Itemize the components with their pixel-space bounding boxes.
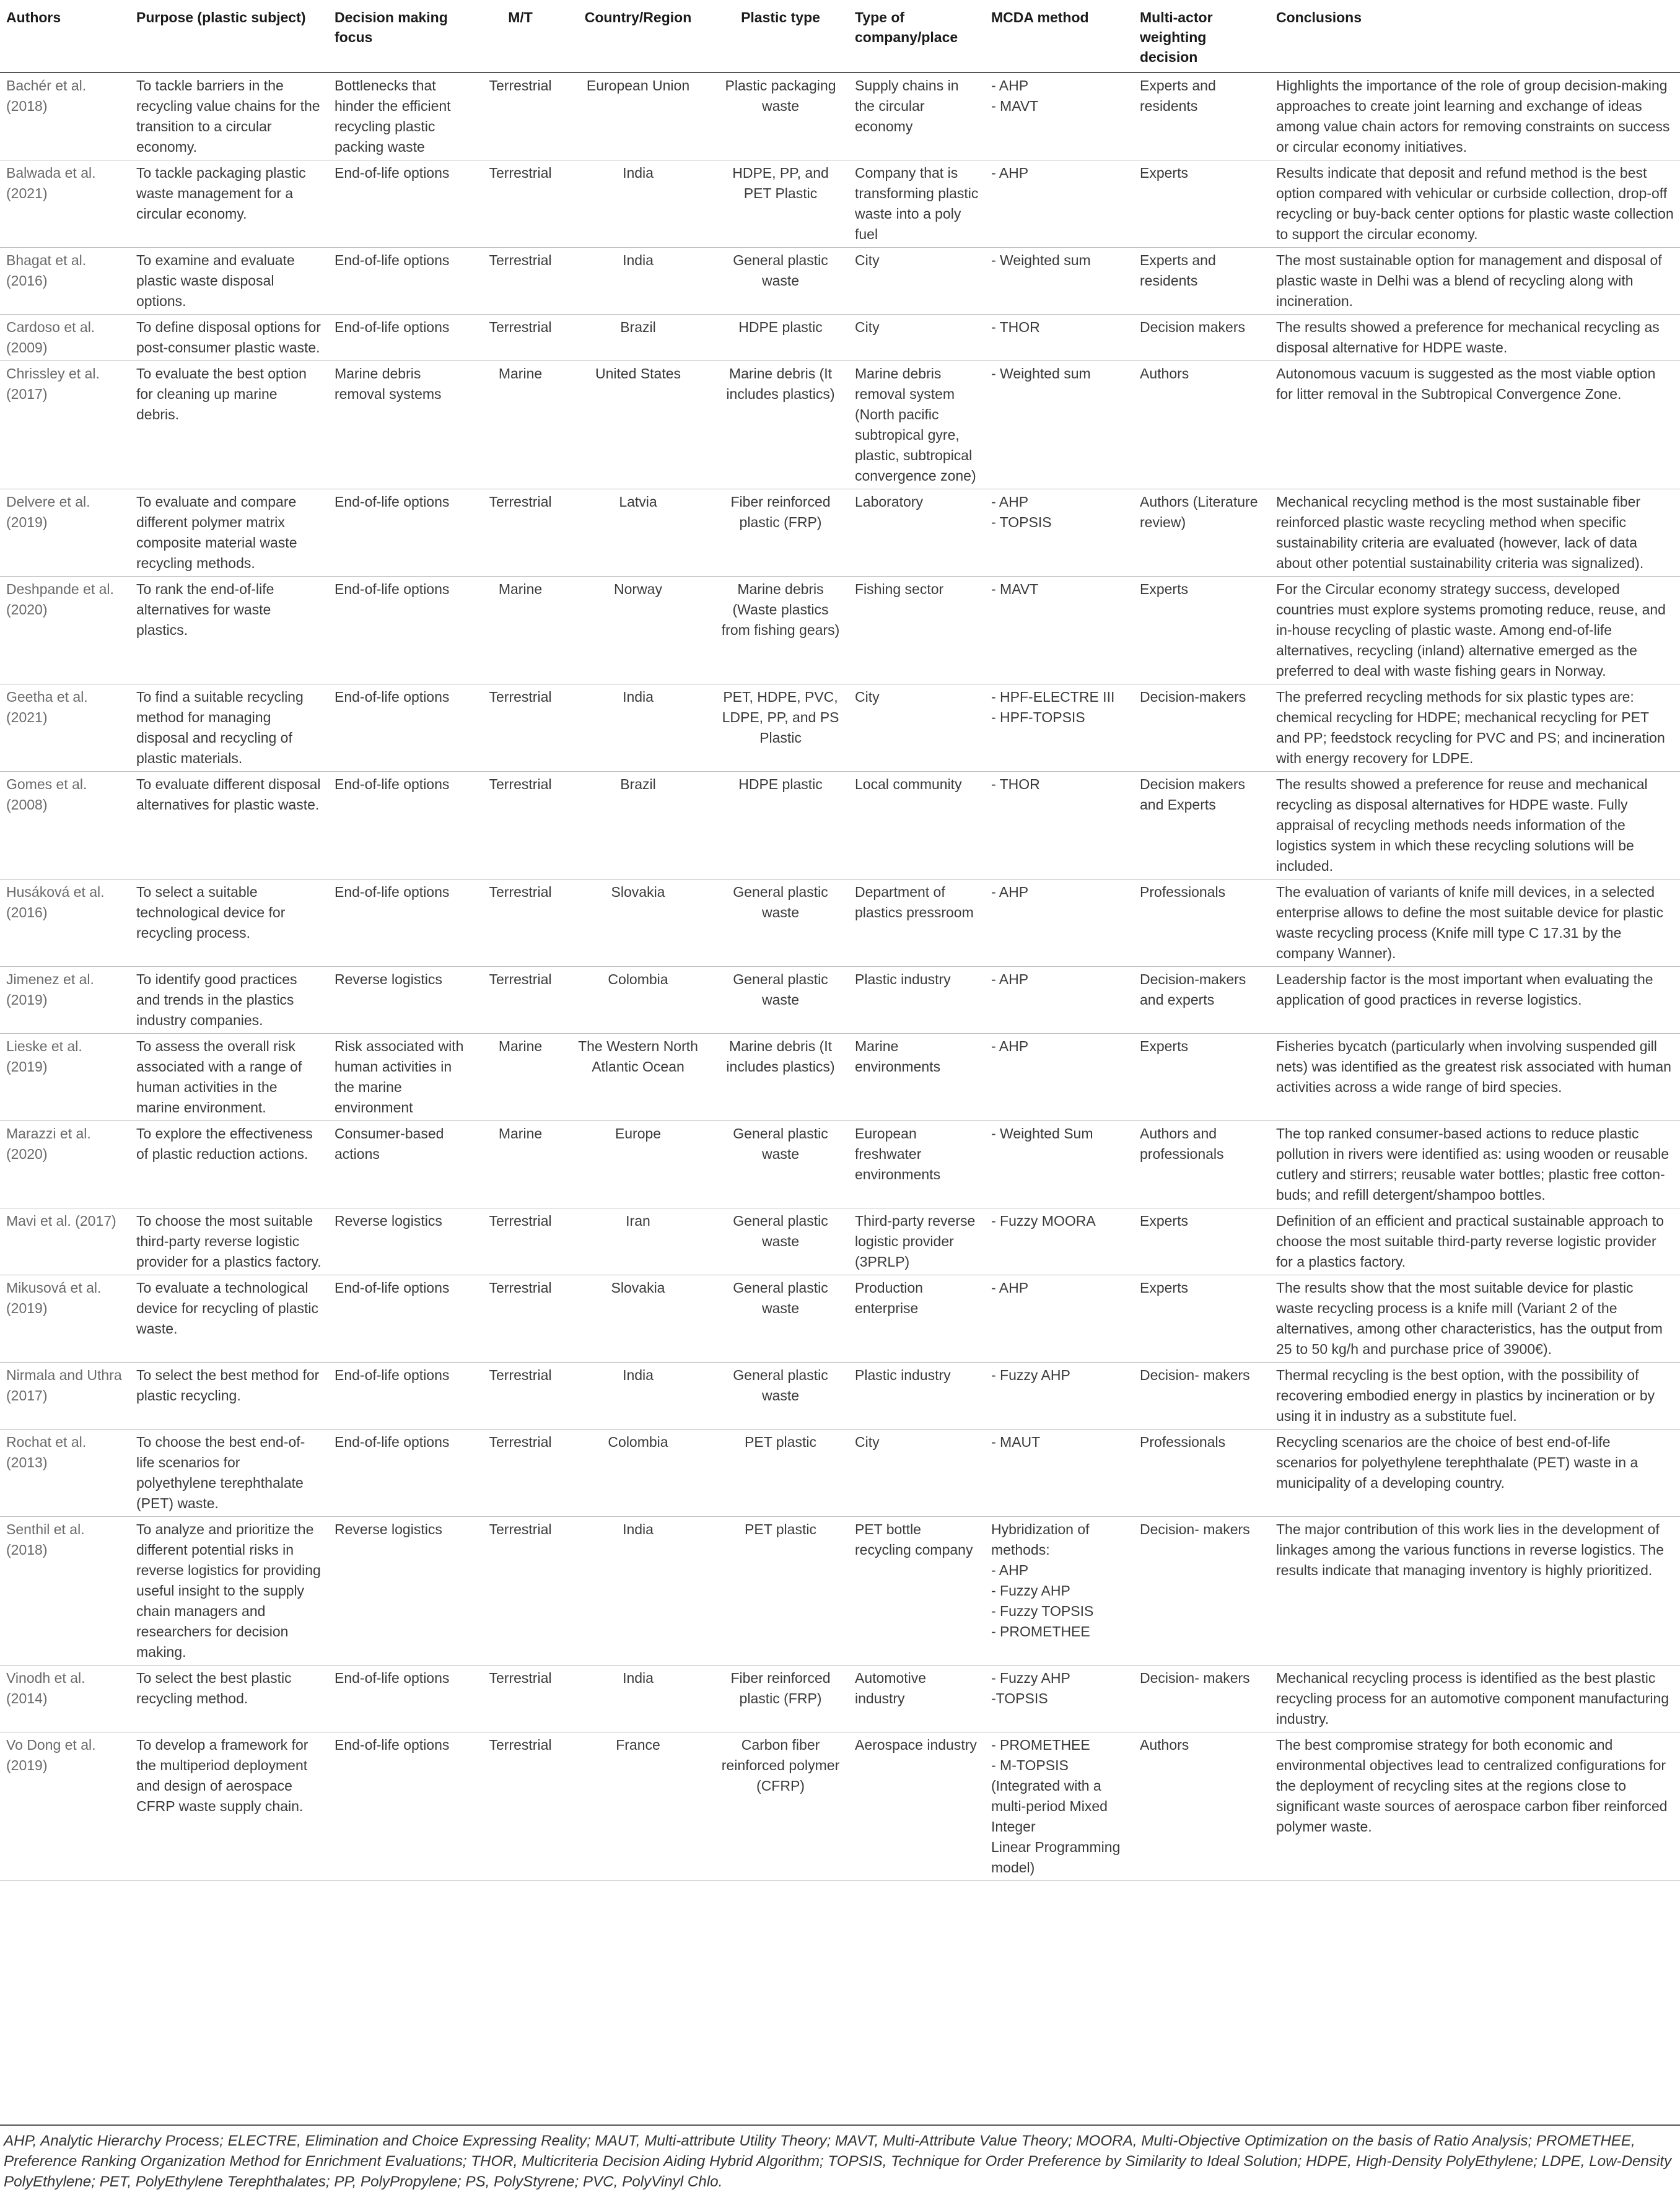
decision-focus-cell: End-of-life options: [328, 489, 477, 577]
plastic-type-cell: General plastic waste: [712, 1208, 849, 1275]
company-place-cell: Department of plastics pressroom: [849, 880, 985, 967]
table-row: [0, 1732, 1680, 1881]
country-cell: Slovakia: [564, 1275, 712, 1363]
plastic-type-cell: General plastic waste: [712, 967, 849, 1034]
decision-focus-cell: End-of-life options: [328, 1275, 477, 1363]
authors-cell: Cardoso et al. (2009): [0, 315, 130, 361]
table-row: [0, 1208, 1680, 1275]
table-row: [0, 160, 1680, 248]
conclusions-cell: The major contribution of this work lies in the development of linkages among the various functions in reverse logistics. The results indicate that managing inventory is highly prioritized.: [1270, 1517, 1680, 1666]
country-cell: India: [564, 248, 712, 315]
table-row: [0, 489, 1680, 577]
multi-actor-cell: Decision- makers: [1134, 1363, 1270, 1430]
mcda-method-line: - MAVT: [991, 98, 1039, 114]
mt-cell: Terrestrial: [477, 72, 564, 160]
mcda-method-cell: [985, 1666, 1134, 1732]
authors-cell: Balwada et al. (2021): [0, 160, 130, 248]
mcda-method-cell: [985, 880, 1134, 967]
table-row: [0, 315, 1680, 361]
country-cell: Latvia: [564, 489, 712, 577]
mt-cell: Terrestrial: [477, 248, 564, 315]
country-cell: The Western North Atlantic Ocean: [564, 1034, 712, 1121]
company-place-cell: Marine environments: [849, 1034, 985, 1121]
company-place-cell: Marine debris removal system (North pacific subtropical gyre, plastic, subtropical convergence zone): [849, 361, 985, 489]
authors-cell: Gomes et al. (2008): [0, 772, 130, 880]
mcda-method-line: - HPF-ELECTRE III: [991, 689, 1115, 705]
authors-cell: Lieske et al. (2019): [0, 1034, 130, 1121]
company-place-cell: Company that is transforming plastic waste into a poly fuel: [849, 160, 985, 248]
country-cell: Europe: [564, 1121, 712, 1208]
mcda-method-line: - AHP: [991, 165, 1029, 181]
mcda-method-line: - AHP: [991, 1562, 1029, 1578]
mcda-method-cell: [985, 1121, 1134, 1208]
plastic-type-cell: Carbon fiber reinforced polymer (CFRP): [712, 1732, 849, 1881]
header-mcda-method: MCDA method: [985, 0, 1134, 72]
multi-actor-cell: Experts and residents: [1134, 72, 1270, 160]
decision-focus-cell: End-of-life options: [328, 1430, 477, 1517]
decision-focus-cell: Marine debris removal systems: [328, 361, 477, 489]
mcda-method-line: - AHP: [991, 494, 1029, 510]
multi-actor-cell: Decision-makers and experts: [1134, 967, 1270, 1034]
mcda-method-cell: [985, 1430, 1134, 1517]
mcda-method-cell: [985, 772, 1134, 880]
purpose-cell: To develop a framework for the multiperiod deployment and design of aerospace CFRP waste supply chain.: [130, 1732, 328, 1881]
purpose-cell: To explore the effectiveness of plastic reduction actions.: [130, 1121, 328, 1208]
mcda-method-line: - MAVT: [991, 581, 1039, 597]
decision-focus-cell: End-of-life options: [328, 577, 477, 684]
authors-cell: Geetha et al. (2021): [0, 684, 130, 772]
authors-cell: Senthil et al. (2018): [0, 1517, 130, 1666]
header-company-place: Type of company/place: [849, 0, 985, 72]
decision-focus-cell: Reverse logistics: [328, 967, 477, 1034]
mcda-method-line: (Integrated with a multi-period Mixed Integer: [991, 1778, 1108, 1835]
plastic-type-cell: Marine debris (Waste plastics from fishing gears): [712, 577, 849, 684]
mt-cell: Terrestrial: [477, 880, 564, 967]
decision-focus-cell: Risk associated with human activities in the marine environment: [328, 1034, 477, 1121]
multi-actor-cell: Decision makers: [1134, 315, 1270, 361]
table-row: [0, 1666, 1680, 1732]
multi-actor-cell: Experts: [1134, 1208, 1270, 1275]
plastic-type-cell: PET, HDPE, PVC, LDPE, PP, and PS Plastic: [712, 684, 849, 772]
conclusions-cell: The top ranked consumer-based actions to reduce plastic pollution in rivers were identified as: using wooden or reusable cutlery and stirrers; reusable water bottles; plastic free cotton-buds; and refill detergent/shampoo bottles.: [1270, 1121, 1680, 1208]
decision-focus-cell: End-of-life options: [328, 315, 477, 361]
country-cell: Colombia: [564, 967, 712, 1034]
authors-cell: Deshpande et al. (2020): [0, 577, 130, 684]
plastic-type-cell: HDPE plastic: [712, 315, 849, 361]
decision-focus-cell: End-of-life options: [328, 772, 477, 880]
table-row: [0, 72, 1680, 160]
mcda-method-line: - M-TOPSIS: [991, 1757, 1069, 1773]
plastic-type-cell: General plastic waste: [712, 880, 849, 967]
country-cell: Brazil: [564, 315, 712, 361]
country-cell: India: [564, 684, 712, 772]
conclusions-cell: Mechanical recycling method is the most sustainable fiber reinforced plastic waste recycling method when specific sustainability criteria are evaluated (however, lack of data about other potential sustainability criteria was signalized).: [1270, 489, 1680, 577]
mt-cell: Terrestrial: [477, 1666, 564, 1732]
conclusions-cell: Highlights the importance of the role of group decision-making approaches to create joint learning and exchange of ideas among value chain actors for removing constraints on success or circular economy initiatives.: [1270, 72, 1680, 160]
mcda-method-cell: [985, 361, 1134, 489]
authors-cell: Chrissley et al. (2017): [0, 361, 130, 489]
mt-cell: Terrestrial: [477, 684, 564, 772]
multi-actor-cell: Decision makers and Experts: [1134, 772, 1270, 880]
country-cell: Brazil: [564, 772, 712, 880]
multi-actor-cell: Authors (Literature review): [1134, 489, 1270, 577]
mcda-method-line: - PROMETHEE: [991, 1737, 1090, 1753]
multi-actor-cell: Decision- makers: [1134, 1517, 1270, 1666]
company-place-cell: Local community: [849, 772, 985, 880]
purpose-cell: To evaluate and compare different polymer matrix composite material waste recycling methods.: [130, 489, 328, 577]
conclusions-cell: The best compromise strategy for both economic and environmental objectives lead to centralized configurations for the deployment of recycling sites at the regions close to significant waste sources of aerospace carbon fiber reinforced polymer waste.: [1270, 1732, 1680, 1881]
purpose-cell: To evaluate the best option for cleaning up marine debris.: [130, 361, 328, 489]
multi-actor-cell: Decision- makers: [1134, 1666, 1270, 1732]
mt-cell: Terrestrial: [477, 1430, 564, 1517]
authors-cell: Vinodh et al. (2014): [0, 1666, 130, 1732]
table-footnote: AHP, Analytic Hierarchy Process; ELECTRE, Elimination and Choice Expressing Reality; MAUT, Multi-attribute Utility Theory; MAVT, Multi-Attribute Value Theory; MOORA, Multi-Objective Optimization on the basis of Ratio Analysis; PROMETHEE, Preference Ranking Organization Method for Enrichment Evaluations; THOR, Multicriteria Decision Aiding Hybrid Algorithm; TOPSIS, Technique for Order Preference by Similarity to Ideal Solution; HDPE, High-Density PolyEthylene; LDPE, Low-Density PolyEthylene; PET, PolyEthylene Terephthalates; PP, PolyPropylene; PS, PolyStyrene; PVC, PolyVinyl Chlo.: [0, 2124, 1680, 2192]
table-header-row: [0, 0, 1680, 72]
header-country: Country/Region: [564, 0, 712, 72]
mcda-method-cell: [985, 489, 1134, 577]
mcda-method-cell: [985, 1732, 1134, 1881]
plastic-type-cell: PET plastic: [712, 1430, 849, 1517]
mcda-method-line: - Fuzzy TOPSIS: [991, 1603, 1094, 1619]
conclusions-cell: For the Circular economy strategy success, developed countries must explore systems promoting reduce, reuse, and in-house recycling of plastic waste. Among end-of-life alternatives, recycling (inland) alternative emerged as the preferred to deal with waste fishing gears in Norway.: [1270, 577, 1680, 684]
company-place-cell: City: [849, 315, 985, 361]
conclusions-cell: Autonomous vacuum is suggested as the most viable option for litter removal in the Subtropical Convergence Zone.: [1270, 361, 1680, 489]
mcda-method-cell: [985, 1208, 1134, 1275]
authors-cell: Jimenez et al. (2019): [0, 967, 130, 1034]
mt-cell: Terrestrial: [477, 160, 564, 248]
table-row: [0, 361, 1680, 489]
mt-cell: Marine: [477, 1034, 564, 1121]
decision-focus-cell: End-of-life options: [328, 248, 477, 315]
country-cell: India: [564, 160, 712, 248]
table-row: [0, 880, 1680, 967]
decision-focus-cell: End-of-life options: [328, 1732, 477, 1881]
authors-cell: Vo Dong et al. (2019): [0, 1732, 130, 1881]
purpose-cell: To evaluate a technological device for recycling of plastic waste.: [130, 1275, 328, 1363]
mt-cell: Terrestrial: [477, 967, 564, 1034]
mcda-method-cell: [985, 72, 1134, 160]
country-cell: United States: [564, 361, 712, 489]
decision-focus-cell: Bottlenecks that hinder the efficient recycling plastic packing waste: [328, 72, 477, 160]
table-row: [0, 772, 1680, 880]
table-row: [0, 1275, 1680, 1363]
table-row: [0, 967, 1680, 1034]
mcda-method-line: - Weighted sum: [991, 365, 1091, 382]
table-row: [0, 1121, 1680, 1208]
conclusions-cell: Results indicate that deposit and refund method is the best option compared with vehicular or curbside collection, drop-off recycling or buy-back center options for plastic waste collection to support the circular economy.: [1270, 160, 1680, 248]
mt-cell: Terrestrial: [477, 1208, 564, 1275]
mcda-method-line: Linear Programming model): [991, 1839, 1121, 1875]
header-decision-focus: Decision making focus: [328, 0, 477, 72]
multi-actor-cell: Decision-makers: [1134, 684, 1270, 772]
authors-cell: Delvere et al. (2019): [0, 489, 130, 577]
country-cell: Slovakia: [564, 880, 712, 967]
mcda-method-line: - Fuzzy AHP: [991, 1367, 1070, 1383]
plastic-type-cell: General plastic waste: [712, 1121, 849, 1208]
company-place-cell: PET bottle recycling company: [849, 1517, 985, 1666]
multi-actor-cell: Professionals: [1134, 1430, 1270, 1517]
purpose-cell: To select a suitable technological device for recycling process.: [130, 880, 328, 967]
country-cell: India: [564, 1363, 712, 1430]
mt-cell: Terrestrial: [477, 489, 564, 577]
purpose-cell: To analyze and prioritize the different potential risks in reverse logistics for providing useful insight to the supply chain managers and researchers for decision making.: [130, 1517, 328, 1666]
authors-cell: Rochat et al. (2013): [0, 1430, 130, 1517]
authors-cell: Husáková et al. (2016): [0, 880, 130, 967]
table-row: [0, 1034, 1680, 1121]
header-plastic-type: Plastic type: [712, 0, 849, 72]
mcda-method-line: - THOR: [991, 319, 1040, 335]
mcda-method-line: - Fuzzy AHP: [991, 1583, 1070, 1599]
plastic-type-cell: General plastic waste: [712, 1363, 849, 1430]
table-row: [0, 1430, 1680, 1517]
mt-cell: Terrestrial: [477, 1732, 564, 1881]
conclusions-cell: Definition of an efficient and practical sustainable approach to choose the most suitable third-party reverse logistic provider for a plastics factory.: [1270, 1208, 1680, 1275]
mt-cell: Terrestrial: [477, 1275, 564, 1363]
mt-cell: Marine: [477, 577, 564, 684]
mcda-method-line: - AHP: [991, 884, 1029, 900]
header-mt: M/T: [477, 0, 564, 72]
mcda-method-cell: [985, 1275, 1134, 1363]
mcda-method-line: Hybridization of methods:: [991, 1521, 1090, 1558]
mcda-method-cell: [985, 1363, 1134, 1430]
plastic-type-cell: General plastic waste: [712, 248, 849, 315]
conclusions-cell: Fisheries bycatch (particularly when involving suspended gill nets) was identified as the greatest risk associated with human activities across a wide range of bird species.: [1270, 1034, 1680, 1121]
multi-actor-cell: Experts: [1134, 160, 1270, 248]
table-row: [0, 248, 1680, 315]
company-place-cell: Production enterprise: [849, 1275, 985, 1363]
company-place-cell: Third-party reverse logistic provider (3PRLP): [849, 1208, 985, 1275]
mcda-method-line: - MAUT: [991, 1434, 1041, 1450]
multi-actor-cell: Authors: [1134, 1732, 1270, 1881]
plastic-type-cell: General plastic waste: [712, 1275, 849, 1363]
plastic-type-cell: HDPE plastic: [712, 772, 849, 880]
conclusions-cell: The results showed a preference for reuse and mechanical recycling as disposal alternatives for HDPE waste. Fully appraisal of recycling methods needs information of the logistics system in which these recycling solutions will be included.: [1270, 772, 1680, 880]
company-place-cell: Fishing sector: [849, 577, 985, 684]
mcda-method-cell: [985, 577, 1134, 684]
purpose-cell: To evaluate different disposal alternatives for plastic waste.: [130, 772, 328, 880]
purpose-cell: To select the best method for plastic recycling.: [130, 1363, 328, 1430]
country-cell: India: [564, 1666, 712, 1732]
mcda-method-cell: [985, 1034, 1134, 1121]
table-row: [0, 684, 1680, 772]
authors-cell: Mavi et al. (2017): [0, 1208, 130, 1275]
header-multi-actor: Multi-actor weighting decision: [1134, 0, 1270, 72]
decision-focus-cell: End-of-life options: [328, 1666, 477, 1732]
mcda-method-line: - AHP: [991, 971, 1029, 987]
mcda-method-line: - HPF-TOPSIS: [991, 709, 1085, 725]
table-row: [0, 577, 1680, 684]
mcda-method-line: - AHP: [991, 1280, 1029, 1296]
authors-cell: Nirmala and Uthra (2017): [0, 1363, 130, 1430]
authors-cell: Bachér et al. (2018): [0, 72, 130, 160]
mcda-method-line: - Fuzzy AHP: [991, 1670, 1070, 1686]
decision-focus-cell: End-of-life options: [328, 160, 477, 248]
decision-focus-cell: End-of-life options: [328, 684, 477, 772]
authors-cell: Marazzi et al. (2020): [0, 1121, 130, 1208]
plastic-type-cell: HDPE, PP, and PET Plastic: [712, 160, 849, 248]
mcda-method-cell: [985, 1517, 1134, 1666]
authors-cell: Mikusová et al. (2019): [0, 1275, 130, 1363]
mt-cell: Terrestrial: [477, 315, 564, 361]
decision-focus-cell: Consumer-based actions: [328, 1121, 477, 1208]
table-row: [0, 1517, 1680, 1666]
multi-actor-cell: Experts: [1134, 577, 1270, 684]
table-row: [0, 1363, 1680, 1430]
purpose-cell: To rank the end-of-life alternatives for waste plastics.: [130, 577, 328, 684]
mcda-method-line: - Fuzzy MOORA: [991, 1213, 1096, 1229]
country-cell: India: [564, 1517, 712, 1666]
multi-actor-cell: Authors: [1134, 361, 1270, 489]
mcda-method-cell: [985, 684, 1134, 772]
purpose-cell: To tackle packaging plastic waste management for a circular economy.: [130, 160, 328, 248]
purpose-cell: To find a suitable recycling method for managing disposal and recycling of plastic materials.: [130, 684, 328, 772]
header-authors: Authors: [0, 0, 130, 72]
header-conclusions: Conclusions: [1270, 0, 1680, 72]
mt-cell: Marine: [477, 1121, 564, 1208]
mcda-method-line: - PROMETHEE: [991, 1623, 1090, 1640]
mt-cell: Terrestrial: [477, 1363, 564, 1430]
company-place-cell: Automotive industry: [849, 1666, 985, 1732]
conclusions-cell: The results show that the most suitable device for plastic waste recycling process is a knife mill (Variant 2 of the alternatives, among other characteristics, has the output from 25 to 50 kg/h and purchase price of 3900€).: [1270, 1275, 1680, 1363]
country-cell: Iran: [564, 1208, 712, 1275]
plastic-type-cell: Marine debris (It includes plastics): [712, 1034, 849, 1121]
country-cell: Colombia: [564, 1430, 712, 1517]
mcda-method-cell: [985, 315, 1134, 361]
country-cell: European Union: [564, 72, 712, 160]
purpose-cell: To choose the most suitable third-party reverse logistic provider for a plastics factory.: [130, 1208, 328, 1275]
mcda-method-line: -TOPSIS: [991, 1690, 1048, 1706]
mcda-method-line: - TOPSIS: [991, 514, 1052, 530]
mt-cell: Terrestrial: [477, 772, 564, 880]
purpose-cell: To choose the best end-of-life scenarios for polyethylene terephthalate (PET) waste.: [130, 1430, 328, 1517]
country-cell: France: [564, 1732, 712, 1881]
company-place-cell: Plastic industry: [849, 1363, 985, 1430]
company-place-cell: European freshwater environments: [849, 1121, 985, 1208]
multi-actor-cell: Experts: [1134, 1034, 1270, 1121]
purpose-cell: To tackle barriers in the recycling value chains for the transition to a circular economy.: [130, 72, 328, 160]
table-body: [0, 72, 1680, 1881]
country-cell: Norway: [564, 577, 712, 684]
conclusions-cell: The most sustainable option for management and disposal of plastic waste in Delhi was a blend of recycling along with incineration.: [1270, 248, 1680, 315]
mcda-method-line: - Weighted Sum: [991, 1125, 1093, 1142]
company-place-cell: Laboratory: [849, 489, 985, 577]
mcda-method-line: - AHP: [991, 1038, 1029, 1054]
decision-focus-cell: End-of-life options: [328, 880, 477, 967]
mt-cell: Marine: [477, 361, 564, 489]
mcda-method-cell: [985, 248, 1134, 315]
company-place-cell: Supply chains in the circular economy: [849, 72, 985, 160]
plastic-type-cell: Fiber reinforced plastic (FRP): [712, 489, 849, 577]
conclusions-cell: The preferred recycling methods for six plastic types are: chemical recycling for HDPE; mechanical recycling for PET and PP; feedstock recycling for PVC and PS; and incineration with energy recovery for LDPE.: [1270, 684, 1680, 772]
company-place-cell: Aerospace industry: [849, 1732, 985, 1881]
company-place-cell: City: [849, 684, 985, 772]
purpose-cell: To select the best plastic recycling method.: [130, 1666, 328, 1732]
conclusions-cell: Mechanical recycling process is identified as the best plastic recycling process for an automotive component manufacturing industry.: [1270, 1666, 1680, 1732]
multi-actor-cell: Professionals: [1134, 880, 1270, 967]
decision-focus-cell: Reverse logistics: [328, 1208, 477, 1275]
purpose-cell: To define disposal options for post-consumer plastic waste.: [130, 315, 328, 361]
plastic-type-cell: Plastic packaging waste: [712, 72, 849, 160]
purpose-cell: To identify good practices and trends in the plastics industry companies.: [130, 967, 328, 1034]
decision-focus-cell: End-of-life options: [328, 1363, 477, 1430]
mt-cell: Terrestrial: [477, 1517, 564, 1666]
plastic-type-cell: Fiber reinforced plastic (FRP): [712, 1666, 849, 1732]
mcda-method-line: - Weighted sum: [991, 252, 1091, 268]
mcda-method-cell: [985, 967, 1134, 1034]
plastic-type-cell: Marine debris (It includes plastics): [712, 361, 849, 489]
multi-actor-cell: Experts and residents: [1134, 248, 1270, 315]
company-place-cell: City: [849, 1430, 985, 1517]
multi-actor-cell: Authors and professionals: [1134, 1121, 1270, 1208]
plastic-type-cell: PET plastic: [712, 1517, 849, 1666]
multi-actor-cell: Experts: [1134, 1275, 1270, 1363]
header-purpose: Purpose (plastic subject): [130, 0, 328, 72]
conclusions-cell: Leadership factor is the most important when evaluating the application of good practices in reverse logistics.: [1270, 967, 1680, 1034]
conclusions-cell: The evaluation of variants of knife mill devices, in a selected enterprise allows to define the most suitable device for plastic waste recycling process (Knife mill type C 17.31 by the company Wanner).: [1270, 880, 1680, 967]
mcda-method-line: - THOR: [991, 776, 1040, 792]
purpose-cell: To examine and evaluate plastic waste disposal options.: [130, 248, 328, 315]
company-place-cell: City: [849, 248, 985, 315]
mcda-method-cell: [985, 160, 1134, 248]
conclusions-cell: The results showed a preference for mechanical recycling as disposal alternative for HDPE waste.: [1270, 315, 1680, 361]
decision-focus-cell: Reverse logistics: [328, 1517, 477, 1666]
authors-cell: Bhagat et al. (2016): [0, 248, 130, 315]
purpose-cell: To assess the overall risk associated with a range of human activities in the marine environment.: [130, 1034, 328, 1121]
conclusions-cell: Recycling scenarios are the choice of best end-of-life scenarios for polyethylene terephthalate (PET) waste in a municipality of a developing country.: [1270, 1430, 1680, 1517]
company-place-cell: Plastic industry: [849, 967, 985, 1034]
conclusions-cell: Thermal recycling is the best option, with the possibility of recovering embodied energy in plastics by incineration or by using it in industry as a substitute fuel.: [1270, 1363, 1680, 1430]
mcda-method-line: - AHP: [991, 77, 1029, 94]
